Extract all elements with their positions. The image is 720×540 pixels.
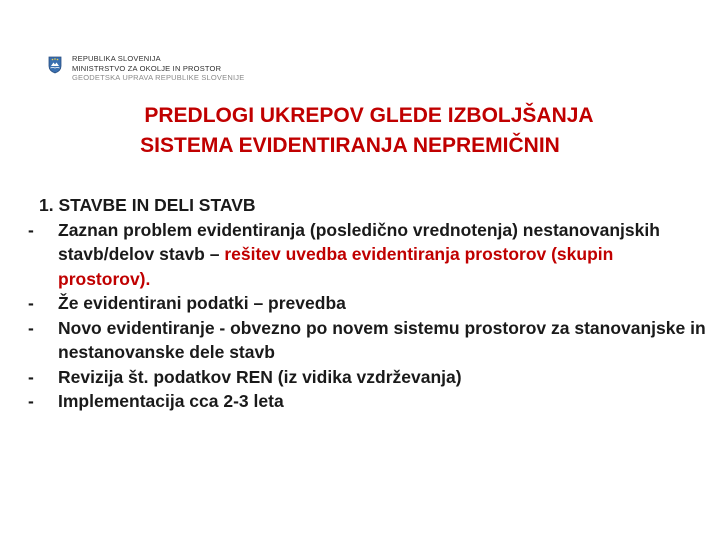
- section-heading: 1. STAVBE IN DELI STAVB: [39, 195, 256, 215]
- bullet-item: [28, 389, 708, 414]
- logo-line-republic: REPUBLIKA SLOVENIJA: [72, 54, 161, 63]
- logo-line-ministry: MINISTRSTVO ZA OKOLJE IN PROSTOR: [72, 63, 222, 73]
- bullet-dash: -: [28, 219, 34, 240]
- bullet-dash: -: [28, 391, 34, 411]
- bullet-item: [28, 316, 708, 365]
- bullet-item: [28, 291, 708, 316]
- bullet-text-plain: Zaznan problem evidentiranja (posledično vrednotenja) nestanovanjskih stavb/delov stavb –: [58, 219, 660, 264]
- bullet-item: [28, 365, 708, 390]
- ministry-logo: [48, 54, 244, 83]
- slide-title-line-1: PREDLOGI UKREPOV GLEDE IZBOLJŠANJA: [144, 104, 594, 127]
- bullet-text: Revizija št. podatkov REN (iz vidika vzdrževanja): [58, 366, 462, 387]
- bullet-dash: -: [28, 366, 34, 387]
- bullet-text-highlight: rešitev uvedba evidentiranja prostorov (skupin prostorov).: [58, 244, 614, 289]
- slovenia-crest-icon: [48, 56, 62, 74]
- bullet-text: Že evidentirani podatki – prevedba: [58, 293, 346, 313]
- bullet-text: [58, 218, 708, 292]
- bullet-dash: -: [28, 317, 34, 338]
- slide-content: [28, 193, 708, 414]
- logo-line-agency: GEODETSKA UPRAVA REPUBLIKE SLOVENIJE: [72, 73, 245, 82]
- bullet-text: Implementacija cca 2-3 leta: [58, 391, 284, 411]
- slide-title: [0, 101, 720, 161]
- bullet-text: Novo evidentiranje - obvezno po novem sistemu prostorov za stanovanjske in nestanovanske dele stavb: [58, 317, 706, 362]
- bullet-dash: -: [28, 293, 34, 313]
- bullet-item: [28, 218, 708, 292]
- slide-title-line-2: SISTEMA EVIDENTIRANJA NEPREMIČNIN: [140, 134, 560, 157]
